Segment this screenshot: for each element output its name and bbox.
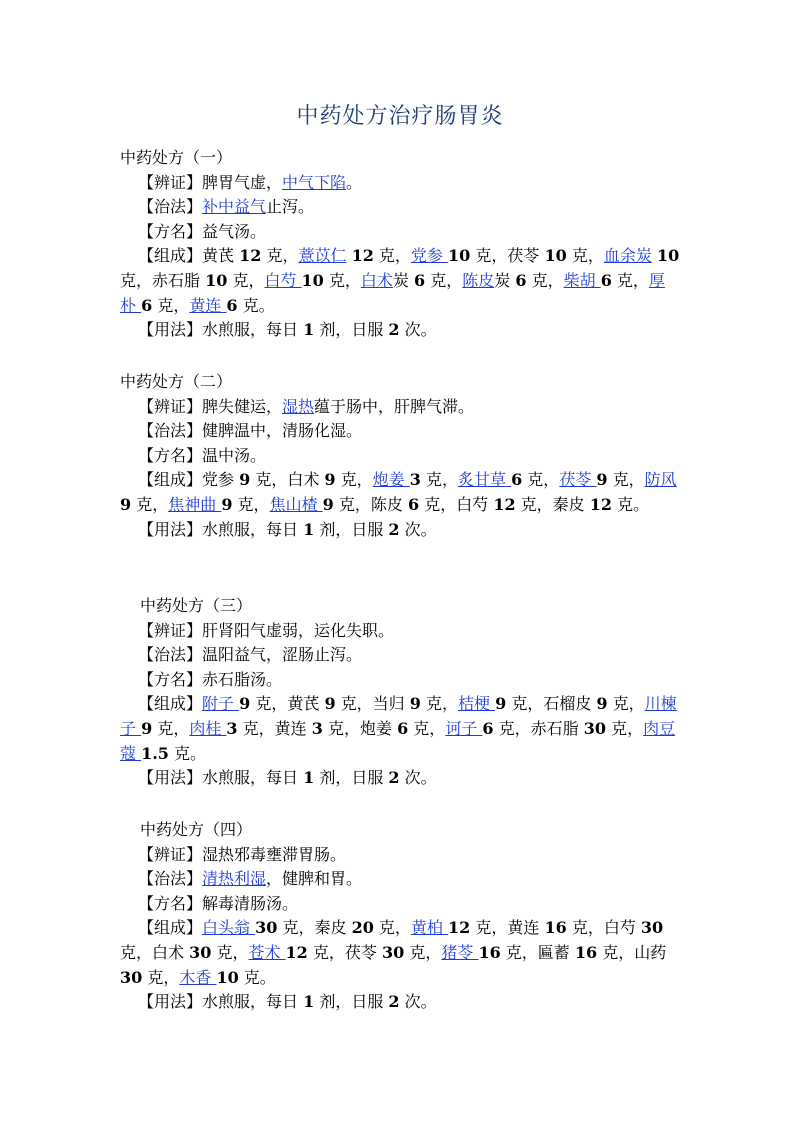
text-run: 6 克， [511, 470, 560, 490]
text-run: 【用法】水煎服，每日 1 剂，日服 2 次。 [138, 320, 437, 340]
herb-link[interactable]: 肉豆蔻 [120, 718, 676, 763]
bianzheng-line [120, 171, 680, 196]
herb-link[interactable]: 中气下陷 [282, 172, 347, 192]
text-run: 。 [346, 172, 363, 192]
herb-link[interactable]: 炙甘草 [457, 470, 512, 490]
text-run: 30 克，秦皮 20 克， [255, 918, 411, 938]
herb-link[interactable]: 苍术 [248, 942, 286, 962]
text-run: 【方名】温中汤。 [138, 445, 267, 465]
text-run: 9 克，陈皮 6 克，白芍 12 克，秦皮 12 克。 [322, 494, 650, 514]
prescription-section [120, 370, 680, 542]
text-run: 【方名】益气汤。 [138, 221, 267, 241]
section-heading: 中药处方（三） [140, 596, 253, 615]
herb-link[interactable]: 补中益气 [202, 197, 267, 217]
herb-link[interactable]: 薏苡仁 [298, 246, 347, 266]
zhifa-line [120, 643, 680, 668]
herb-link[interactable]: 诃子 [445, 718, 483, 738]
text-run: 【治法】健脾温中，清肠化湿。 [138, 421, 363, 441]
herb-link[interactable]: 防风 [644, 470, 677, 490]
herb-link[interactable]: 焦神曲 [168, 494, 222, 514]
bianzheng-line [120, 843, 680, 868]
zucheng-line [120, 916, 680, 990]
text-run: 【组成】党参 9 克，白术 9 克， [138, 470, 373, 490]
text-run: 【用法】水煎服，每日 1 剂，日服 2 次。 [138, 768, 437, 788]
text-run: 9 克， [596, 470, 645, 490]
herb-link[interactable]: 血余炭 [603, 246, 652, 266]
text-run: 10 克，茯苓 10 克， [448, 246, 604, 266]
text-run: 【辨证】脾失健运， [138, 396, 283, 416]
text-run: 10 克， [301, 270, 361, 290]
zucheng-line [120, 244, 680, 318]
text-run: 【方名】赤石脂汤。 [138, 669, 283, 689]
text-run: 【用法】水煎服，每日 1 剂，日服 2 次。 [138, 519, 437, 539]
text-run: 12 克，茯苓 30 克， [285, 942, 442, 962]
prescription-section [120, 594, 680, 791]
herb-link[interactable]: 黄柏 [410, 918, 449, 938]
zucheng-line [120, 692, 680, 766]
zhifa-line [120, 195, 680, 220]
section-heading: 中药处方（二） [120, 372, 233, 391]
prescription-section [120, 146, 680, 343]
text-run: 炭 6 克， [392, 270, 463, 290]
herb-link[interactable]: 肉桂 [189, 718, 227, 738]
herb-link[interactable]: 党参 [410, 246, 449, 266]
zucheng-line [120, 468, 680, 517]
text-run: 6 克， [600, 270, 649, 290]
section-heading: 中药处方（一） [120, 148, 233, 167]
herb-link[interactable]: 白头翁 [202, 918, 256, 938]
text-run: 6 克。 [226, 295, 275, 315]
text-run: 止泻。 [266, 197, 315, 217]
text-run: 9 克， [120, 494, 169, 514]
text-run: ，健脾和胃。 [266, 869, 363, 889]
text-run: 【方名】解毒清肠汤。 [138, 893, 299, 913]
page-title: 中药处方治疗肠胃炎 [296, 104, 504, 129]
zhifa-line [120, 867, 680, 892]
herb-link[interactable]: 焦山楂 [269, 494, 323, 514]
herb-link[interactable]: 清热利湿 [202, 869, 267, 889]
herb-link[interactable]: 川楝子 [120, 694, 677, 738]
text-run: 【组成】 [138, 918, 203, 938]
text-run: 蕴于肠中，肝脾气滞。 [314, 396, 475, 416]
herb-link[interactable]: 茯苓 [559, 470, 597, 490]
text-run: 【治法】温阳益气，涩肠止泻。 [138, 645, 363, 665]
text-run: 【辨证】肝肾阳气虚弱，运化失职。 [138, 620, 395, 640]
text-run: 9 克， [221, 494, 270, 514]
yongfa-line [120, 318, 680, 343]
text-run: 【组成】黄芪 12 克， [138, 246, 299, 266]
text-run: 6 克， [141, 295, 190, 315]
text-run: 9 克，石榴皮 9 克， [495, 694, 645, 714]
fangming-line [120, 220, 680, 245]
fangming-line [120, 668, 680, 693]
text-run: 【治法】 [138, 197, 203, 217]
herb-link[interactable]: 柴胡 [563, 270, 601, 290]
section-heading: 中药处方（四） [140, 820, 253, 839]
text-run: 10 克。 [216, 967, 276, 987]
yongfa-line [120, 766, 680, 791]
text-run: 3 克， [409, 470, 458, 490]
herb-link[interactable]: 附子 [202, 694, 240, 714]
herb-link[interactable]: 黄连 [189, 295, 227, 315]
yongfa-line [120, 990, 680, 1015]
text-run: 1.5 克。 [141, 743, 207, 763]
text-run: 16 克，匾蓄 16 克，山药 30 克， [120, 942, 667, 987]
herb-link[interactable]: 桔梗 [458, 694, 496, 714]
text-run: 【辨证】脾胃气虚， [138, 172, 283, 192]
herb-link[interactable]: 炮姜 [372, 470, 410, 490]
text-run: 【辨证】湿热邪毒壅滞胃肠。 [138, 844, 347, 864]
fangming-line [120, 444, 680, 469]
text-run: 【用法】水煎服，每日 1 剂，日服 2 次。 [138, 992, 437, 1012]
herb-link[interactable]: 厚朴 [120, 270, 665, 315]
text-run: 12 克，黄连 16 克，白芍 30 克，白术 30 克， [120, 918, 664, 962]
text-run: 10 克，赤石脂 10 克， [120, 246, 680, 290]
herb-link[interactable]: 白术 [360, 270, 393, 290]
text-run: 12 克， [351, 246, 411, 266]
bianzheng-line [120, 619, 680, 644]
text-run: 9 克， [141, 718, 190, 738]
zhifa-line [120, 419, 680, 444]
bianzheng-line [120, 395, 680, 420]
text-run: 6 克，赤石脂 30 克， [482, 718, 644, 738]
text-run: 炭 6 克， [494, 270, 564, 290]
herb-link[interactable]: 湿热 [282, 396, 315, 416]
fangming-line [120, 892, 680, 917]
text-run: 3 克，黄连 3 克，炮姜 6 克， [226, 718, 446, 738]
text-run: 【治法】 [138, 869, 203, 889]
text-run: 【组成】 [138, 694, 203, 714]
prescription-section [120, 818, 680, 1015]
yongfa-line [120, 518, 680, 543]
herb-link[interactable]: 白芍 [264, 270, 302, 290]
herb-link[interactable]: 木香 [179, 967, 217, 987]
herb-link[interactable]: 陈皮 [462, 270, 495, 290]
text-run: 9 克，黄芪 9 克，当归 9 克， [239, 694, 458, 714]
herb-link[interactable]: 猪苓 [441, 942, 479, 962]
